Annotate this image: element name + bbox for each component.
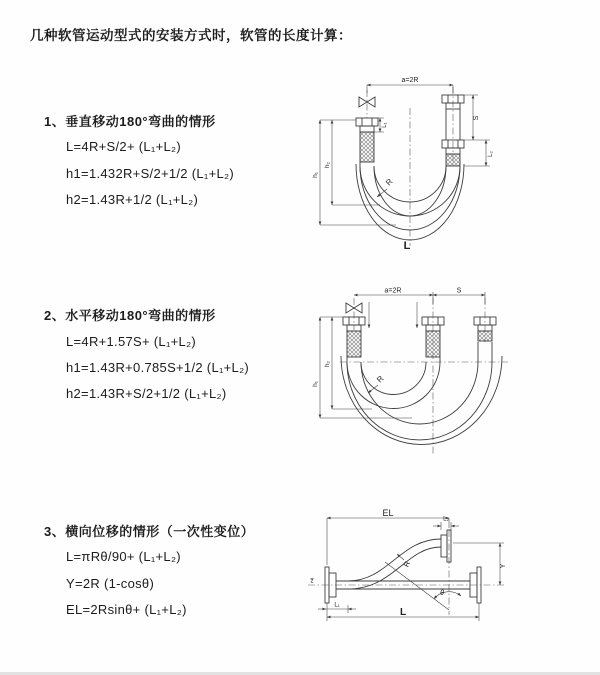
section2-formula-L: L=4R+1.57S+ (L₁+L₂) [66, 334, 197, 349]
dim-label-l2: L₂ [488, 151, 494, 157]
dim-label-h2: h₂ [324, 360, 331, 368]
section1-heading: 1、垂直移动180°弯曲的情形 [44, 114, 216, 129]
section2-formula-h1: h1=1.43R+0.785S+1/2 (L₁+L₂) [66, 360, 250, 375]
centerlines [367, 87, 453, 246]
angle-theta-label: θ [440, 590, 444, 597]
dim-label-h1: h₁ [312, 172, 319, 178]
dimension-lines [318, 518, 504, 621]
dim-label-l1: L₁ [334, 602, 340, 609]
dim-label-h2: h₂ [324, 161, 331, 169]
section3-formula-EL: EL=2Rsinθ+ (L₁+L₂) [66, 602, 187, 617]
hose-assembly [325, 530, 481, 603]
section3-formula-L: L=πRθ/90+ (L₁+L₂) [66, 549, 181, 564]
dim-label-l: L [399, 607, 407, 618]
hose-assembly [341, 317, 502, 445]
dim-label-el: EL [382, 508, 394, 518]
section2-heading: 2、水平移动180°弯曲的情形 [44, 308, 216, 323]
dim-label-s: S [473, 115, 480, 121]
radius-label: R [401, 559, 412, 569]
radius-label: R [384, 177, 395, 188]
section1-formula-h1: h1=1.432R+S/2+1/2 (L₁+L₂) [66, 166, 234, 181]
diagram-vertical-180-bend [310, 70, 582, 258]
dim-label-l1: L₁ [382, 122, 388, 128]
dimension-lines [320, 85, 490, 225]
dim-label-a2r: a=2R [401, 77, 419, 84]
section2-formula-h2: h2=1.43R+S/2+1/2 (L₁+L₂) [66, 386, 227, 401]
dimension-lines [320, 292, 485, 418]
section1-formula-L: L=4R+S/2+ (L₁+L₂) [66, 139, 181, 154]
section3-formula-Y: Y=2R (1-cosθ) [66, 576, 155, 591]
dim-label-a2r: a=2R [384, 287, 402, 295]
dim-label-y: Y [500, 563, 507, 569]
diagram-horizontal-180-bend [312, 284, 596, 460]
centerline-mark: z [310, 578, 314, 585]
section3-heading: 3、横向位移的情形（一次性变位） [44, 524, 255, 539]
length-label: L [403, 240, 411, 252]
dim-label-l2: L₂ [443, 516, 449, 523]
dim-label-h1: h₁ [312, 381, 319, 387]
radius-label: R [375, 374, 386, 385]
dim-label-s: S [456, 287, 462, 295]
section1-formula-h2: h2=1.43R+1/2 (L₁+L₂) [66, 192, 199, 207]
diagram-lateral-displacement [300, 505, 558, 645]
page-title: 几种软管运动型式的安装方式时，软管的长度计算： [30, 28, 352, 43]
